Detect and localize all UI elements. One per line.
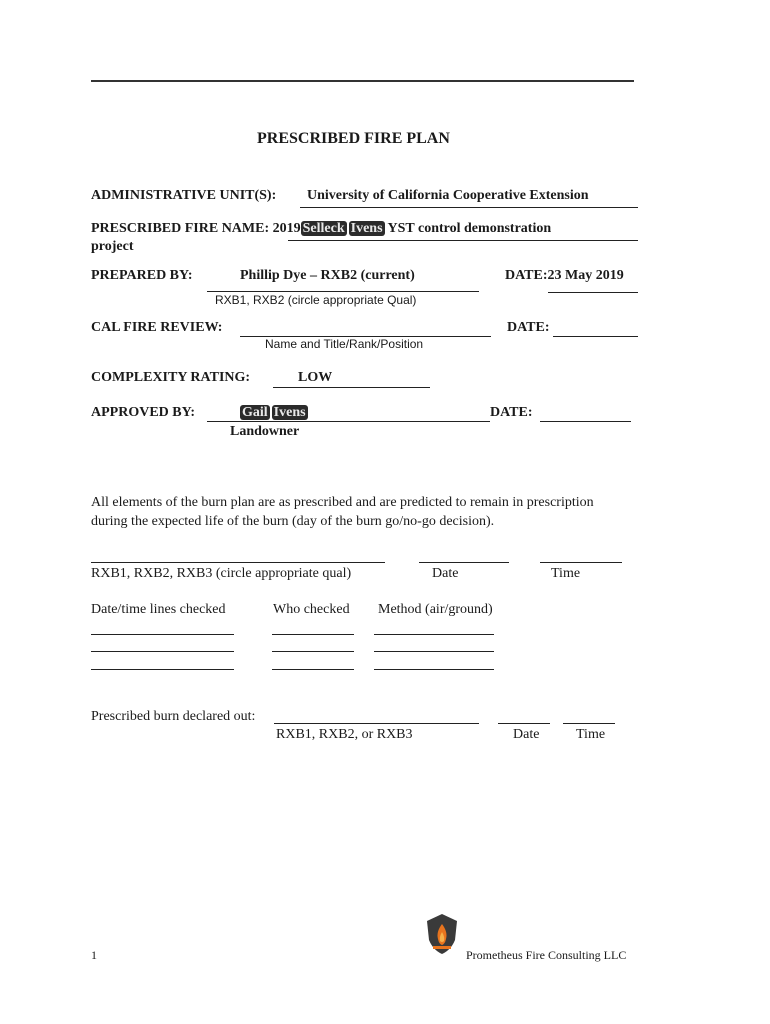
prepared-by-label: PREPARED BY: (91, 268, 193, 283)
checks-row-2-who (272, 651, 354, 652)
prepared-by-underline (207, 291, 479, 292)
prepared-date-underline (548, 292, 638, 293)
declared-out-qual: RXB1, RXB2, or RXB3 (276, 727, 413, 742)
cal-fire-review-label: CAL FIRE REVIEW: (91, 320, 223, 335)
footer-company: Prometheus Fire Consulting LLC (466, 948, 627, 962)
redacted-approver-2: Ivens (273, 405, 306, 420)
declared-out-label: Prescribed burn declared out: (91, 709, 256, 724)
redacted-name-1: Selleck (302, 221, 345, 236)
redacted-name-2: Ivens (350, 221, 383, 236)
prepared-date-value: 23 May 2019 (547, 268, 624, 283)
fire-name-suffix: YST control demonstration (387, 221, 552, 236)
complexity-value: LOW (298, 370, 333, 385)
approved-date-underline (540, 421, 631, 422)
fire-name-label (91, 221, 551, 237)
approved-by-underline (207, 421, 490, 422)
approved-by-redacted (240, 405, 308, 421)
checks-row-3-who (272, 669, 354, 670)
fire-name-line2: project (91, 239, 134, 254)
prepared-date (505, 268, 624, 284)
page-number: 1 (91, 948, 97, 962)
checks-row-1-date (91, 634, 234, 635)
signoff-date-line (419, 562, 509, 563)
admin-unit-label: ADMINISTRATIVE UNIT(S): (91, 188, 277, 203)
cal-fire-date-label: DATE: (507, 320, 550, 335)
declared-out-date-line (498, 723, 550, 724)
statement-line-1: All elements of the burn plan are as prescribed and are predicted to remain in prescription (91, 495, 594, 510)
checks-row-3-date (91, 669, 234, 670)
signoff-qual: RXB1, RXB2, RXB3 (circle appropriate qual) (91, 566, 352, 581)
header-rule (91, 80, 634, 82)
fire-name-year: 2019 (272, 221, 301, 236)
approved-by-caption: Landowner (230, 424, 300, 439)
approved-date-label: DATE: (490, 405, 533, 420)
checks-row-1-method (374, 634, 494, 635)
declared-out-qual-line (274, 723, 479, 724)
checks-row-2-date (91, 651, 234, 652)
signoff-time: Time (551, 566, 581, 581)
flame-shield-logo-icon (424, 912, 460, 956)
fire-name-underline (288, 240, 638, 241)
declared-out-time: Time (576, 727, 606, 742)
cal-fire-date-underline (553, 336, 638, 337)
page-title: PRESCRIBED FIRE PLAN (257, 130, 450, 147)
declared-out-date: Date (513, 727, 540, 742)
cal-fire-review-caption: Name and Title/Rank/Position (265, 337, 424, 351)
signoff-date: Date (432, 566, 459, 581)
signoff-time-line (540, 562, 622, 563)
prepared-by-value: Phillip Dye – RXB2 (current) (240, 268, 415, 283)
approved-by-label: APPROVED BY: (91, 405, 196, 420)
admin-unit-value: University of California Cooperative Extension (307, 188, 589, 203)
checks-header-method: Method (air/ground) (378, 602, 493, 617)
checks-row-2-method (374, 651, 494, 652)
prepared-qual-caption: RXB1, RXB2 (circle appropriate Qual) (215, 293, 417, 307)
redacted-approver-1: Gail (242, 405, 268, 420)
checks-row-1-who (272, 634, 354, 635)
checks-row-3-method (374, 669, 494, 670)
fire-name-label-text: PRESCRIBED FIRE NAME: (91, 221, 270, 236)
complexity-underline (273, 387, 430, 388)
checks-header-who: Who checked (273, 602, 350, 617)
prepared-date-label: DATE: (505, 268, 548, 283)
admin-unit-underline (300, 207, 638, 208)
declared-out-time-line (563, 723, 615, 724)
signoff-qual-line (91, 562, 385, 563)
complexity-label: COMPLEXITY RATING: (91, 370, 251, 385)
statement-line-2: during the expected life of the burn (day of the burn go/no-go decision). (91, 514, 495, 529)
checks-header-date: Date/time lines checked (91, 602, 226, 617)
